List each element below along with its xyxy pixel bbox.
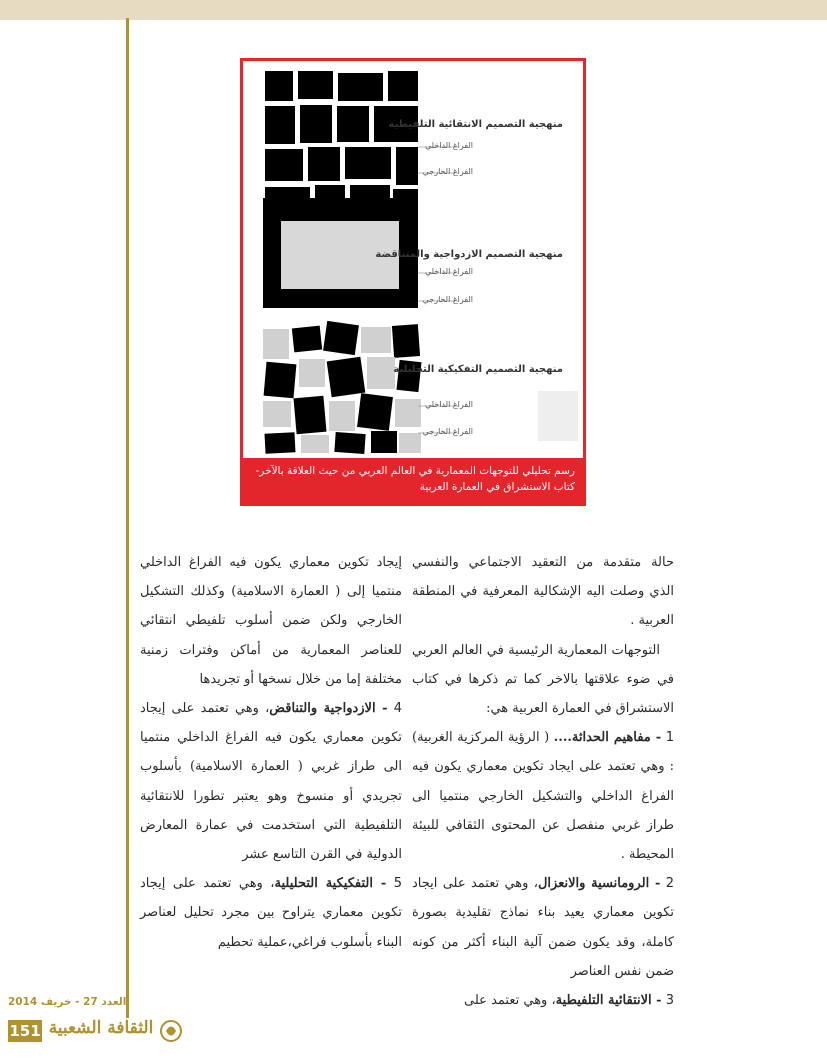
left-column (140, 548, 402, 957)
figure-caption (243, 458, 583, 503)
item-text: ، وهي تعتمد على إيجاد تكوين معماري يكون فيه الفراغ الداخلي منتميا الى طراز غربي ( العمارة الاسلامية) بأسلوب تجريدي أو منسوخ وهو يعتبر تطورا للانتقائية التلفيطية التي استخدمت في عمارة المعارض الدولية في القرن التاسع عشر (140, 701, 402, 863)
figure-label-3: منهجية التصميم التفكيكية التحليلية (393, 364, 563, 375)
figure-label-1: منهجية التصميم الانتقائية التلفيطية (388, 119, 563, 130)
issue-label: العدد 27 - خريف 2014 (8, 996, 127, 1008)
item-text: ، وهي تعتمد على ايجاد تكوين معماري يعيد بناء نماذج تقليدية بصورة كاملة، وقد يكون ضمن آلية البناء أكثر من كونه ضمن نفس العناصر (412, 876, 674, 979)
figure (240, 58, 586, 506)
paragraph: التوجهات المعمارية الرئيسية في العالم العربي في ضوء علاقتها بالاخر كما تم ذكرها في كتاب الاستشراق في العمارة العربية هي: (412, 642, 674, 717)
figure-outer-void-2: الفراغ الخارجي (422, 295, 473, 304)
gold-divider (126, 18, 129, 1018)
item-number: 4 (393, 701, 403, 717)
item-number: 3 (665, 993, 674, 1009)
item-number: 2 (665, 876, 674, 892)
figure-inner-void-2: الفراغ الداخلي (424, 267, 473, 276)
list-item-2 (412, 869, 674, 986)
top-band (0, 0, 827, 20)
caption-line-1: رسم تحليلي للتوجهات المعمارية في العالم العربي من حيث العلاقة بالآخر- (255, 465, 575, 477)
item-number: 5 (393, 876, 402, 892)
item-title: - الازدواجية والتناقض (269, 701, 388, 717)
item-text: ( الرؤية المركزية الغربية) : وهي تعتمد على ايجاد تكوين معماري يكون فيه الفراغ الداخلي والتشكيل الخارجي منتميا الى طراز غربي منفصل عن المحتوى الثقافي للبيئة المحيطة . (412, 730, 674, 863)
item-title: - الرومانسية والانعزال (537, 876, 661, 892)
figure-outer-void-1: الفراغ الخارجي (422, 167, 473, 176)
item-title: - الانتقائية التلفيطية (555, 993, 662, 1009)
magazine-logo-icon (160, 1018, 182, 1048)
item-text: ، وهي تعتمد على (464, 993, 556, 1009)
page-number: 151 (9, 1022, 41, 1040)
figure-outer-void-3: الفراغ الخارجي (422, 427, 473, 436)
item-title: - التفكيكية التحليلية (274, 876, 387, 892)
right-column (412, 548, 674, 1015)
list-item-1 (412, 723, 674, 869)
figure-inner-void-1: الفراغ الداخلي (424, 141, 473, 150)
figure-inner-void-3: الفراغ الداخلي (424, 400, 473, 409)
figure-label-2: منهجية التصميم الازدواجية والمتناقضة (375, 249, 563, 260)
caption-line-2: كتاب الاستشراق في العمارة العربية (419, 481, 575, 493)
item-title: - مفاهيم الحداثة.... (553, 730, 662, 746)
paragraph: حالة متقدمة من التعقيد الاجتماعي والنفسي الذي وصلت اليه الإشكالية المعرفية في المنطقة العربية . (412, 555, 674, 629)
list-item-4 (140, 694, 402, 869)
magazine-name: الثقافة الشعبية (48, 1018, 154, 1038)
item-number: 1 (665, 730, 674, 746)
list-item-5 (140, 869, 402, 957)
diagram (243, 61, 583, 456)
paragraph: إيجاد تكوين معماري يكون فيه الفراغ الداخلي منتميا إلى ( العمارة الاسلامية) وكذلك التشكيل الخارجي ولكن ضمن أسلوب تلفيطي انتقائي للعناصر المعمارية من أماكن وفترات زمنية مختلفة إما من خلال نسخها أو تجريدها (140, 555, 402, 687)
item-text: ، وهي تعتمد على إيجاد تكوين معماري يتراوح بين مجرد تحليل لعناصر البناء بأسلوب فراغي،عملية تحطيم (140, 876, 402, 950)
list-item-3 (412, 986, 674, 1015)
